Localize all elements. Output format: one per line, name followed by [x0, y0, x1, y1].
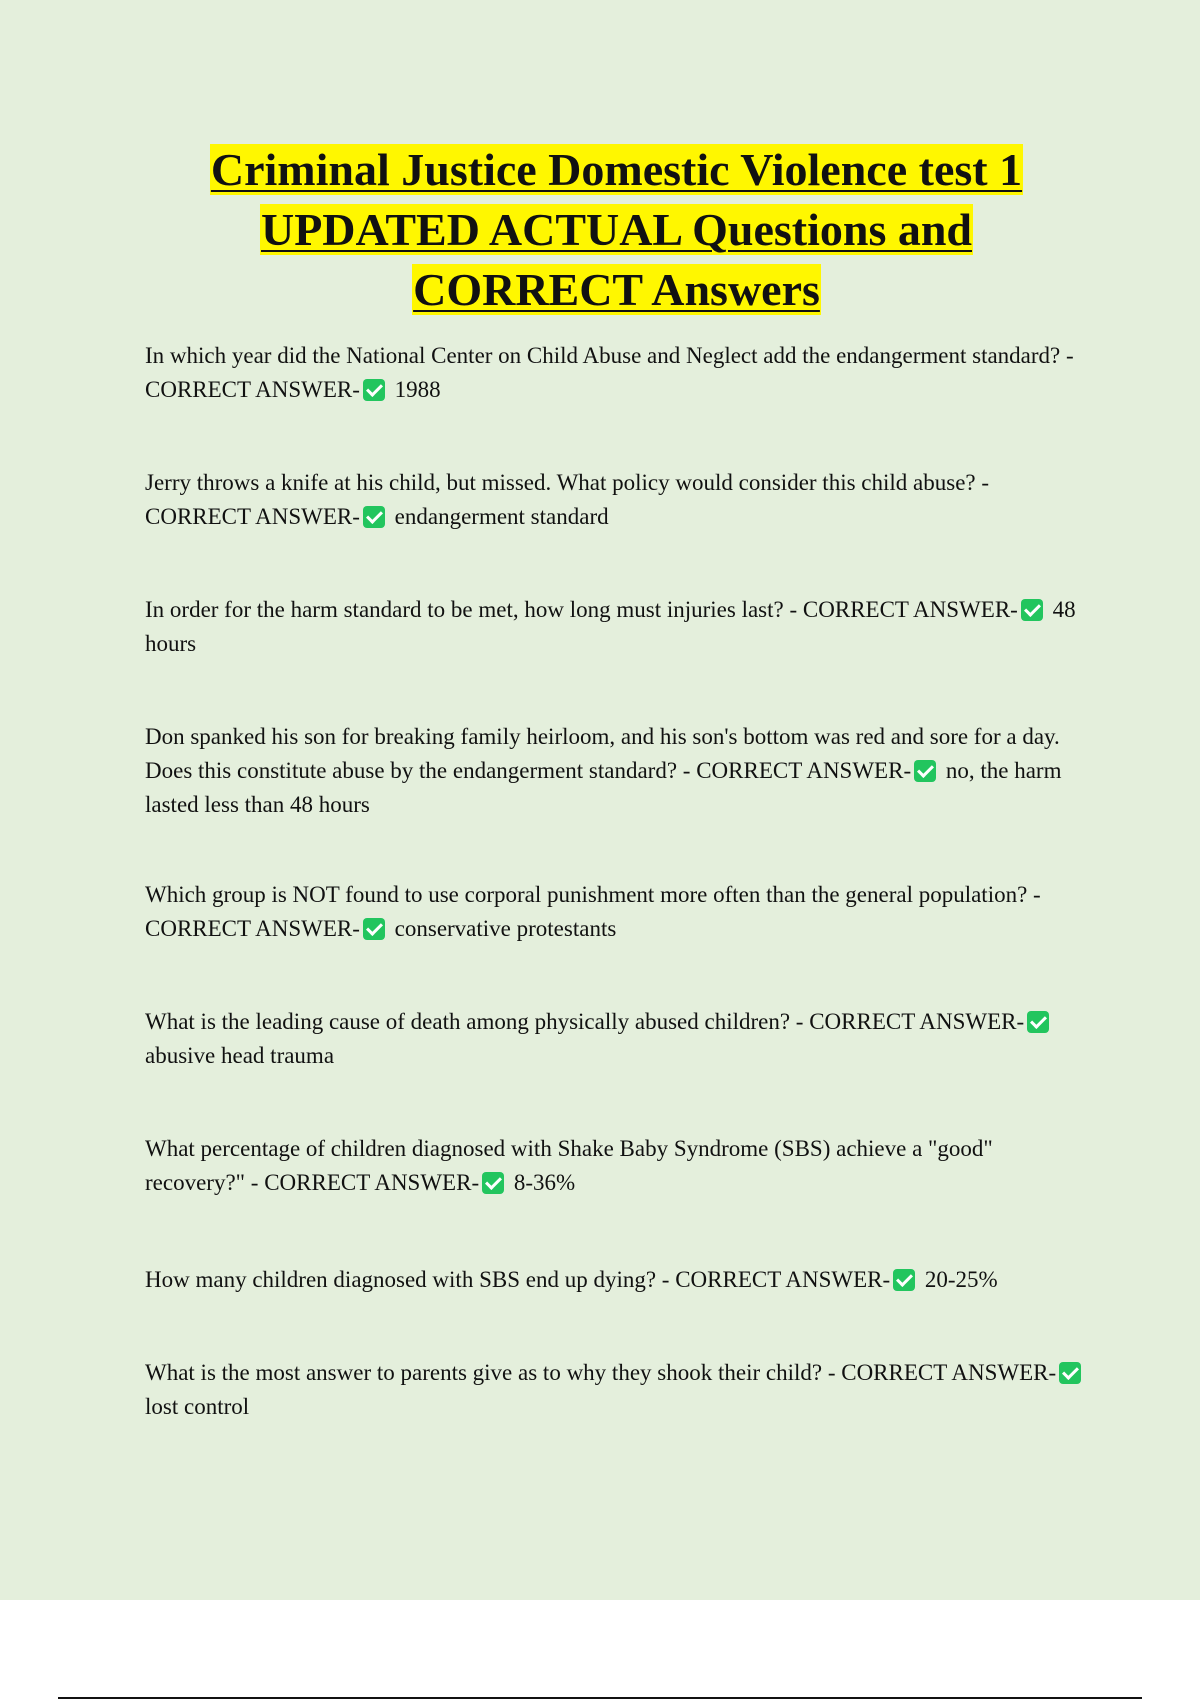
correct-answer-marker: CORRECT ANSWER-	[145, 504, 360, 529]
check-box-icon	[482, 1172, 504, 1194]
correct-answer-marker: CORRECT ANSWER-	[675, 1267, 891, 1292]
check-box-icon	[893, 1269, 915, 1291]
correct-answer-marker: CORRECT ANSWER-	[841, 1360, 1057, 1385]
check-box-icon	[1021, 599, 1043, 621]
answer-text: lost control	[145, 1394, 250, 1419]
question-text: Don spanked his son for breaking family heirloom, and his son's bottom was red and sore for a day. Does this constitute abuse by the endangerment standard? -	[145, 724, 1060, 783]
correct-answer-marker: CORRECT ANSWER-	[809, 1009, 1025, 1034]
check-box-icon	[363, 379, 385, 401]
correct-answer-marker: CORRECT ANSWER-	[145, 377, 360, 402]
correct-answer-marker: CORRECT ANSWER-	[264, 1170, 480, 1195]
correct-answer-marker: CORRECT ANSWER-	[696, 758, 912, 783]
answer-text: 1988	[394, 377, 441, 402]
qa-item-1	[145, 339, 1090, 407]
question-text: What percentage of children diagnosed with Shake Baby Syndrome (SBS) achieve a "good" recovery?" -	[145, 1136, 993, 1195]
answer-text: 48 hours	[145, 597, 1076, 656]
check-box-icon	[363, 506, 385, 528]
qa-item-9	[145, 1356, 1090, 1424]
qa-item-4	[145, 720, 1090, 822]
answer-text: abusive head trauma	[145, 1043, 335, 1068]
correct-answer-marker: CORRECT ANSWER-	[145, 916, 360, 941]
title-line-3: CORRECT Answers	[413, 264, 820, 315]
question-text: In order for the harm standard to be met, how long must injuries last? -	[145, 597, 803, 622]
answer-text: conservative protestants	[394, 916, 617, 941]
qa-item-5	[145, 878, 1090, 946]
question-text: Jerry throws a knife at his child, but missed. What policy would consider this child abuse? -	[145, 470, 990, 495]
answer-text: 20-25%	[924, 1267, 998, 1292]
title-line-2: UPDATED ACTUAL Questions and	[260, 204, 973, 255]
qa-item-8	[145, 1263, 1090, 1297]
qa-item-6	[145, 1005, 1090, 1073]
question-text: Which group is NOT found to use corporal punishment more often than the general population? -	[145, 882, 1041, 907]
check-box-icon	[914, 760, 936, 782]
question-text: How many children diagnosed with SBS end up dying? -	[145, 1267, 676, 1292]
answer-text: 8-36%	[513, 1170, 576, 1195]
page-divider	[58, 1697, 1142, 1699]
qa-item-2	[145, 466, 1090, 534]
check-box-icon	[1059, 1362, 1081, 1384]
answer-text: endangerment standard	[394, 504, 609, 529]
question-text: In which year did the National Center on Child Abuse and Neglect add the endangerment standard? -	[145, 343, 1074, 368]
document-title	[150, 140, 1083, 320]
check-box-icon	[1027, 1011, 1049, 1033]
correct-answer-marker: CORRECT ANSWER-	[802, 597, 1018, 622]
check-box-icon	[363, 918, 385, 940]
title-line-1: Criminal Justice Domestic Violence test 1	[210, 144, 1023, 195]
qa-item-7	[145, 1132, 1090, 1200]
question-text: What is the most answer to parents give as to why they shook their child? -	[145, 1360, 842, 1385]
qa-item-3	[145, 593, 1090, 661]
answer-text: no, the harm lasted less than 48 hours	[145, 758, 1062, 817]
question-text: What is the leading cause of death among physically abused children? -	[145, 1009, 810, 1034]
